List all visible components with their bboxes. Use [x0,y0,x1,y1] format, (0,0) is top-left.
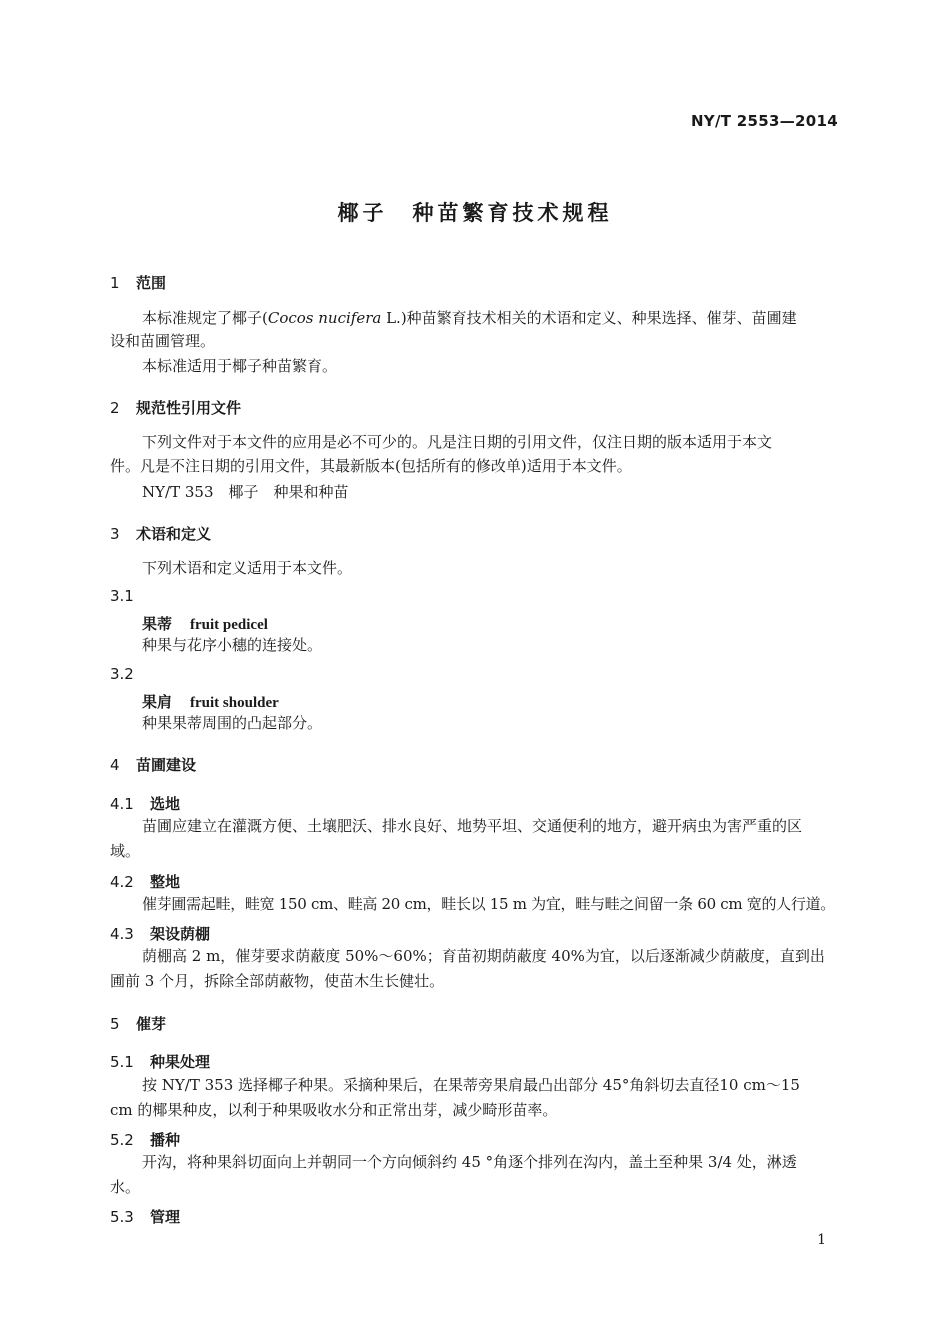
section-4-heading [110,754,196,775]
section-title: 范围 [136,274,167,292]
term-heading [142,691,279,712]
paragraph: 开沟，将种果斜切面向上并朝同一个方向倾斜约 45 °角逐个排列在沟内，盖土至种果 3/4 处，淋透 [142,1153,797,1171]
paragraph: 下列文件对于本文件的应用是必不可少的。凡是注日期的引用文件，仅注日期的版本适用于本文 [142,433,773,451]
normative-reference: NY/T 353 椰子 种果和种苗 [142,483,349,501]
subsection-number: 5.2 [110,1131,134,1149]
document-title: 椰子 种苗繁育技术规程 [337,201,613,225]
subsection-title: 种果处理 [150,1053,211,1071]
page-number: 1 [817,1232,826,1248]
paragraph: 下列术语和定义适用于本文件。 [142,559,353,577]
paragraph-continued: cm 的椰果种皮，以利于种果吸收水分和正常出芽，减少畸形苗率。 [110,1101,558,1119]
section-title: 苗圃建设 [136,756,197,774]
subsection-heading [110,1129,180,1150]
subsection-title: 管理 [150,1208,181,1226]
section-number: 3 [110,525,120,543]
paragraph-continued: 水。 [110,1178,141,1196]
term-en: fruit pedicel [190,617,268,633]
section-3-heading [110,523,211,544]
subsection-number: 4.1 [110,795,134,813]
paragraph-continued: 件。凡是不注日期的引用文件，其最新版本(包括所有的修改单)适用于本文件。 [110,457,632,475]
term-cn: 果蒂 [142,615,173,633]
paragraph-continued: 圃前 3 个月，拆除全部荫蔽物，使苗木生长健壮。 [110,972,445,990]
section-title: 术语和定义 [136,525,212,543]
document-code: NY/T 2553—2014 [690,112,838,130]
paragraph-continued: 设和苗圃管理。 [110,332,216,350]
subsection-heading [110,1051,210,1072]
section-title: 规范性引用文件 [136,399,242,417]
text: L.)种苗繁育技术相关的术语和定义、种果选择、催芽、苗圃建 [381,309,797,327]
subsection-number: 4.3 [110,925,134,943]
subsection-number: 5.3 [110,1208,134,1226]
paragraph: 按 NY/T 353 选择椰子种果。采摘种果后，在果蒂旁果肩最凸出部分 45°角斜切去直径10 cm～15 [142,1076,800,1094]
term-en: fruit shoulder [190,695,279,711]
paragraph: 苗圃应建立在灌溉方便、土壤肥沃、排水良好、地势平坦、交通便利的地方，避开病虫为害严重的区 [142,817,803,835]
subsection-title: 播种 [150,1131,181,1149]
term-number: 3.1 [110,587,134,605]
section-5-heading [110,1013,166,1034]
section-2-heading [110,397,241,418]
subsection-number: 4.2 [110,873,134,891]
latin-name: Cocos nucifera [267,309,382,327]
term-definition: 种果与花序小穗的连接处。 [142,636,323,654]
section-number: 2 [110,399,120,417]
section-number: 5 [110,1015,120,1033]
paragraph [142,311,872,326]
paragraph: 本标准适用于椰子种苗繁育。 [142,357,338,375]
text: 本标准规定了椰子( [142,309,268,327]
subsection-title: 整地 [150,873,181,891]
section-1-heading [110,272,166,293]
paragraph: 荫棚高 2 m，催芽要求荫蔽度 50%～60%；育苗初期荫蔽度 40%为宜，以后逐渐减少荫蔽度，直到出 [142,947,825,965]
term-number: 3.2 [110,665,134,683]
subsection-title: 选地 [150,795,181,813]
subsection-heading [110,793,180,814]
term-heading [142,613,268,634]
subsection-heading [110,1206,180,1227]
term-cn: 果肩 [142,693,173,711]
subsection-title: 架设荫棚 [150,925,211,943]
paragraph-continued: 域。 [110,842,141,860]
section-number: 1 [110,274,120,292]
paragraph: 催芽圃需起畦，畦宽 150 cm、畦高 20 cm，畦长以 15 m 为宜，畦与畦之间留一条 60 cm 宽的人行道。 [142,895,835,913]
section-number: 4 [110,756,120,774]
subsection-heading [110,923,210,944]
section-title: 催芽 [136,1015,167,1033]
subsection-number: 5.1 [110,1053,134,1071]
subsection-heading [110,871,180,892]
term-definition: 种果果蒂周围的凸起部分。 [142,714,323,732]
